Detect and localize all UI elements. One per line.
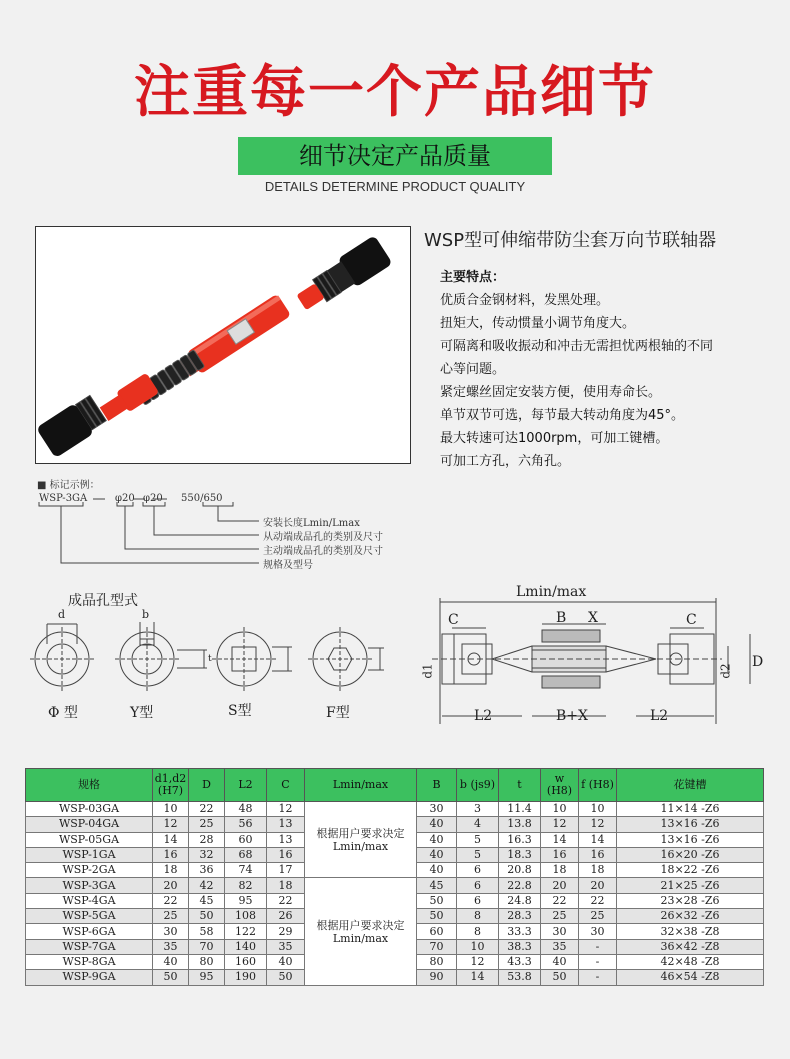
table-cell: 43.3 <box>499 954 541 969</box>
table-cell: 74 <box>225 863 267 878</box>
table-cell: 53.8 <box>499 970 541 985</box>
table-cell: WSP-4GA <box>26 893 153 908</box>
table-cell: 12 <box>267 802 305 817</box>
table-cell: 46×54 -Z8 <box>617 970 764 985</box>
table-cell: 13×16 -Z6 <box>617 832 764 847</box>
table-cell: 42×48 -Z8 <box>617 954 764 969</box>
table-cell: 22.8 <box>499 878 541 893</box>
table-cell: 50 <box>417 893 457 908</box>
table-cell: 18 <box>579 863 617 878</box>
table-cell: WSP-03GA <box>26 802 153 817</box>
table-cell: 10 <box>153 802 189 817</box>
table-cell: 50 <box>267 970 305 985</box>
table-cell: WSP-2GA <box>26 863 153 878</box>
table-cell: 40 <box>417 817 457 832</box>
technical-diagrams <box>22 584 782 734</box>
right-hub <box>292 235 393 317</box>
type-s: S型 <box>228 703 252 719</box>
col-header: Lmin/max <box>305 769 417 802</box>
table-cell: 29 <box>267 924 305 939</box>
table-cell: 40 <box>417 847 457 862</box>
table-cell: 14 <box>457 970 499 985</box>
table-cell: 11×14 -Z6 <box>617 802 764 817</box>
table-cell: 13×16 -Z6 <box>617 817 764 832</box>
table-cell: WSP-3GA <box>26 878 153 893</box>
table-cell: 28.3 <box>499 909 541 924</box>
table-cell: 30 <box>579 924 617 939</box>
dim-c-left: C <box>448 612 459 628</box>
type-f: F型 <box>326 705 350 721</box>
table-cell: 16.3 <box>499 832 541 847</box>
table-cell: 24.8 <box>499 893 541 908</box>
table-cell: 28 <box>189 832 225 847</box>
table-cell: 25 <box>189 817 225 832</box>
banner: 细节决定产品质量 <box>238 137 552 175</box>
table-cell: 45 <box>189 893 225 908</box>
table-cell: 20 <box>153 878 189 893</box>
marking-code-length: 550/650 <box>181 493 223 504</box>
table-cell: 20 <box>579 878 617 893</box>
dim-d2: d2 <box>718 663 733 679</box>
bore-types-heading: 成品孔型式 <box>68 593 138 609</box>
table-cell: 50 <box>153 970 189 985</box>
table-cell: 12 <box>457 954 499 969</box>
type-y: Y型 <box>130 705 154 721</box>
table-cell: 22 <box>541 893 579 908</box>
dim-D: D <box>752 654 764 670</box>
table-cell: 18 <box>541 863 579 878</box>
table-cell: 36 <box>189 863 225 878</box>
table-cell: 14 <box>541 832 579 847</box>
table-cell: WSP-04GA <box>26 817 153 832</box>
col-header: d1,d2 (H7) <box>153 769 189 802</box>
marking-note: 规格及型号 <box>263 560 313 571</box>
table-cell: 60 <box>225 832 267 847</box>
table-cell: 22 <box>579 893 617 908</box>
table-cell: 5 <box>457 847 499 862</box>
table-cell: 6 <box>457 893 499 908</box>
table-cell: 13.8 <box>499 817 541 832</box>
table-cell: WSP-5GA <box>26 909 153 924</box>
col-header: w (H8) <box>541 769 579 802</box>
table-cell: 18 <box>153 863 189 878</box>
marking-note: 主动端成品孔的类别及尺寸 <box>263 546 383 557</box>
table-cell: 60 <box>417 924 457 939</box>
table-cell: 22 <box>153 893 189 908</box>
table-cell: 38.3 <box>499 939 541 954</box>
table-cell: 70 <box>417 939 457 954</box>
marking-code-driven: φ20 <box>143 493 163 504</box>
table-cell: 82 <box>225 878 267 893</box>
col-header: b (js9) <box>457 769 499 802</box>
feature-item: 扭矩大，传动惯量小调节角度大。 <box>440 316 636 331</box>
table-cell: 108 <box>225 909 267 924</box>
dim-c-right: C <box>686 612 697 628</box>
features-heading: 主要特点： <box>440 270 506 285</box>
table-cell: 40 <box>153 954 189 969</box>
dim-b: b <box>142 608 150 621</box>
table-cell: 68 <box>225 847 267 862</box>
table-cell: 26 <box>267 909 305 924</box>
table-cell: WSP-7GA <box>26 939 153 954</box>
table-cell: 25 <box>541 909 579 924</box>
table-cell: WSP-05GA <box>26 832 153 847</box>
table-cell: 6 <box>457 878 499 893</box>
dim-bx: B+X <box>556 708 588 724</box>
dim-b-center: B <box>556 610 567 626</box>
table-cell: 10 <box>579 802 617 817</box>
lminmax-note: 根据用户要求决定Lmin/max <box>305 878 417 985</box>
table-cell: 16 <box>579 847 617 862</box>
table-cell: 32×38 -Z8 <box>617 924 764 939</box>
table-cell: WSP-8GA <box>26 954 153 969</box>
table-cell: 18.3 <box>499 847 541 862</box>
table-cell: 12 <box>541 817 579 832</box>
table-cell: 58 <box>189 924 225 939</box>
table-cell: WSP-6GA <box>26 924 153 939</box>
table-cell: 11.4 <box>499 802 541 817</box>
table-cell: 70 <box>189 939 225 954</box>
marking-heading: ■ 标记示例： <box>37 480 100 491</box>
dim-d: d <box>58 608 66 621</box>
table-cell: 16 <box>541 847 579 862</box>
table-cell: - <box>579 939 617 954</box>
marking-note: 从动端成品孔的类别及尺寸 <box>263 532 383 543</box>
table-cell: 25 <box>153 909 189 924</box>
feature-item: 单节双节可选，每节最大转动角度为45°。 <box>440 408 685 423</box>
table-cell: 14 <box>153 832 189 847</box>
feature-item: 可加工方孔，六角孔。 <box>440 454 571 469</box>
dim-d1: d1 <box>420 663 435 679</box>
col-header: f (H8) <box>579 769 617 802</box>
table-cell: 80 <box>189 954 225 969</box>
table-cell: 30 <box>541 924 579 939</box>
table-cell: 12 <box>153 817 189 832</box>
table-cell: 18×22 -Z6 <box>617 863 764 878</box>
col-header: D <box>189 769 225 802</box>
table-cell: 30 <box>153 924 189 939</box>
marking-code-model: WSP-3GA <box>39 493 88 504</box>
table-cell: 122 <box>225 924 267 939</box>
table-cell: 33.3 <box>499 924 541 939</box>
table-cell: WSP-1GA <box>26 847 153 862</box>
marking-example <box>37 476 437 576</box>
left-hub <box>36 394 108 459</box>
table-cell: WSP-9GA <box>26 970 153 985</box>
table-cell: 5 <box>457 832 499 847</box>
table-cell: 20.8 <box>499 863 541 878</box>
table-cell: 3 <box>457 802 499 817</box>
table-cell: 50 <box>189 909 225 924</box>
dim-l2-right: L2 <box>650 708 669 724</box>
table-cell: 42 <box>189 878 225 893</box>
table-cell: 95 <box>225 893 267 908</box>
table-cell: 80 <box>417 954 457 969</box>
table-cell: 22 <box>267 893 305 908</box>
table-cell: 48 <box>225 802 267 817</box>
table-cell: 10 <box>541 802 579 817</box>
feature-item: 最大转速可达1000rpm，可加工键槽。 <box>440 431 669 446</box>
product-title: WSP型可伸缩带防尘套万向节联轴器 <box>424 230 717 251</box>
col-header: B <box>417 769 457 802</box>
feature-item: 可隔离和吸收振动和冲击无需担忧两根轴的不同 <box>440 339 714 354</box>
table-cell: 16 <box>267 847 305 862</box>
subtitle-en: DETAILS DETERMINE PRODUCT QUALITY <box>264 179 526 194</box>
table-cell: 4 <box>457 817 499 832</box>
table-row <box>26 802 764 817</box>
table-row <box>26 878 764 893</box>
table-cell: 35 <box>267 939 305 954</box>
table-cell: 90 <box>417 970 457 985</box>
table-cell: 10 <box>457 939 499 954</box>
table-cell: 140 <box>225 939 267 954</box>
feature-item: 心等问题。 <box>440 362 506 377</box>
table-cell: 23×28 -Z6 <box>617 893 764 908</box>
dim-lminmax: Lmin/max <box>516 584 587 600</box>
marking-code-driver: φ20 <box>115 493 135 504</box>
table-cell: 13 <box>267 832 305 847</box>
table-cell: 16×20 -Z6 <box>617 847 764 862</box>
table-cell: 13 <box>267 817 305 832</box>
table-cell: 30 <box>417 802 457 817</box>
table-cell: - <box>579 970 617 985</box>
table-cell: 50 <box>417 909 457 924</box>
features-list <box>440 266 780 473</box>
table-cell: 95 <box>189 970 225 985</box>
table-cell: 21×25 -Z6 <box>617 878 764 893</box>
table-cell: 26×32 -Z6 <box>617 909 764 924</box>
col-header: 花键槽 <box>617 769 764 802</box>
col-header: t <box>499 769 541 802</box>
table-cell: 6 <box>457 863 499 878</box>
table-cell: 50 <box>541 970 579 985</box>
marking-note: 安装长度Lmin/Lmax <box>263 518 360 529</box>
table-header-row <box>26 769 764 802</box>
table-cell: 18 <box>267 878 305 893</box>
feature-item: 优质合金钢材料，发黑处理。 <box>440 293 610 308</box>
table-cell: 8 <box>457 909 499 924</box>
table-cell: 40 <box>417 832 457 847</box>
table-cell: 40 <box>417 863 457 878</box>
product-photo <box>35 226 411 464</box>
table-cell: 17 <box>267 863 305 878</box>
lminmax-note: 根据用户要求决定Lmin/max <box>305 802 417 878</box>
table-cell: 160 <box>225 954 267 969</box>
page-title: 注重每一个产品细节 <box>134 60 656 125</box>
type-phi: Φ 型 <box>48 705 78 721</box>
table-cell: 25 <box>579 909 617 924</box>
col-header: C <box>267 769 305 802</box>
table-cell: 190 <box>225 970 267 985</box>
table-cell: 16 <box>153 847 189 862</box>
table-cell: 40 <box>267 954 305 969</box>
table-cell: 56 <box>225 817 267 832</box>
col-header: L2 <box>225 769 267 802</box>
table-cell: 35 <box>541 939 579 954</box>
spec-table <box>25 768 763 986</box>
table-cell: 40 <box>541 954 579 969</box>
table-cell: 32 <box>189 847 225 862</box>
table-cell: 22 <box>189 802 225 817</box>
table-cell: - <box>579 954 617 969</box>
table-cell: 8 <box>457 924 499 939</box>
table-cell: 12 <box>579 817 617 832</box>
table-cell: 35 <box>153 939 189 954</box>
table-cell: 36×42 -Z8 <box>617 939 764 954</box>
table-cell: 45 <box>417 878 457 893</box>
dim-l2-left: L2 <box>474 708 493 724</box>
col-header: 规格 <box>26 769 153 802</box>
dim-x: X <box>588 610 598 626</box>
table-cell: 14 <box>579 832 617 847</box>
dim-t: t <box>208 654 212 664</box>
feature-item: 紧定螺丝固定安装方便，使用寿命长。 <box>440 385 662 400</box>
table-cell: 20 <box>541 878 579 893</box>
